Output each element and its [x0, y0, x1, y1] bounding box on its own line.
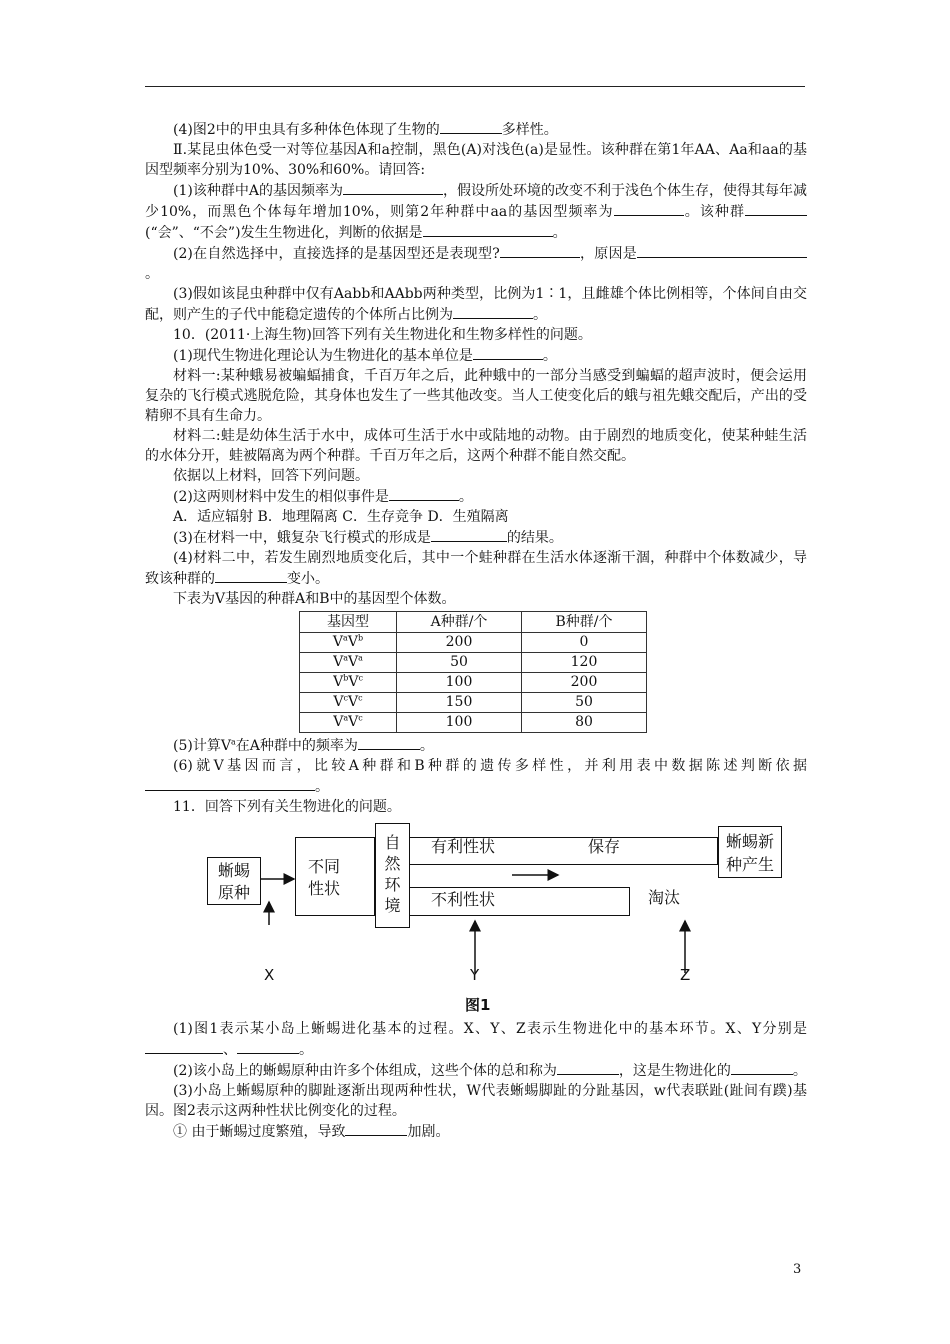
genotype-cell: $V^aV^a$ — [300, 653, 397, 673]
q10-options: A．适应辐射 B．地理隔离 C．生存竞争 D．生殖隔离 — [173, 509, 509, 525]
answer-blank[interactable] — [145, 1039, 223, 1054]
genotype-cell: $V^bV^c$ — [300, 673, 397, 693]
q10-material-2: 材料二:蛙是幼体生活于水中，成体可生活于水中或陆地的动物。由于剧烈的地质变化，使某种蛙生活的水体分开，蛙被隔离为两个种群。千百万年之后，这两个种群不能自然交配。 — [145, 428, 807, 464]
q10-q2: (2)这两则材料中发生的相似事件是 。 — [145, 486, 807, 507]
q10-q3: (3)在材料一中，蛾复杂飞行模式的形成是 的结果。 — [145, 527, 807, 548]
pop-a-cell: 100 — [397, 673, 522, 693]
table-row — [300, 713, 647, 733]
answer-blank[interactable] — [473, 345, 543, 360]
part1-q4: (4)图2中的甲虫具有多种体色体现了生物的 多样性。 — [145, 119, 807, 140]
new-species-box: 蜥蜴新 种产生 — [718, 826, 782, 878]
q11-q2: (2)该小岛上的蜥蜴原种由许多个体组成，这些个体的总和称为 ，这是生物进化的 。 — [145, 1060, 807, 1081]
pop-a-cell: 50 — [397, 653, 522, 673]
pop-b-cell: 0 — [522, 633, 647, 653]
genotype-cell: $V^aV^c$ — [300, 713, 397, 733]
genotype-cell: $V^cV^c$ — [300, 693, 397, 713]
figure-1-caption: 图1 — [465, 996, 491, 1014]
answer-blank[interactable] — [343, 180, 443, 195]
answer-blank[interactable] — [431, 527, 507, 542]
answer-blank[interactable] — [745, 201, 807, 216]
answer-blank[interactable] — [557, 1060, 619, 1075]
figure-1-caption-row — [145, 993, 807, 1019]
q10-q6: (6)就V基因而言，比较A种群和B种群的遗传多样性，并利用表中数据陈述判断依据。 — [145, 756, 807, 797]
preserve-label: 保存 — [588, 837, 621, 856]
answer-blank[interactable] — [423, 222, 553, 237]
q10-table-intro: 下表为V基因的种群A和B中的基因型个体数。 — [173, 591, 456, 607]
page-content — [145, 119, 807, 1142]
answer-blank[interactable] — [614, 201, 684, 216]
q11-title: 11．回答下列有关生物进化的问题。 — [173, 799, 401, 815]
figure-1 — [145, 823, 807, 993]
answer-blank[interactable] — [358, 735, 420, 750]
x-label: X — [264, 966, 275, 984]
table-row — [300, 633, 647, 653]
answer-blank[interactable] — [389, 486, 459, 501]
answer-blank[interactable] — [440, 119, 502, 134]
favorable-trait-label: 有利性状 — [431, 837, 496, 856]
q10-q1: (1)现代生物进化理论认为生物进化的基本单位是 。 — [145, 345, 807, 366]
table-header: A种群/个 — [397, 612, 522, 633]
pop-b-cell: 80 — [522, 713, 647, 733]
answer-blank[interactable] — [637, 243, 807, 258]
table-row — [300, 693, 647, 713]
q10-q5: (5)计算$V^a$在A种群中的频率为 。 — [145, 735, 807, 756]
header-rule — [145, 86, 805, 87]
pop-a-cell: 200 — [397, 633, 522, 653]
y-label: Y — [470, 966, 480, 984]
genotype-table — [299, 611, 647, 733]
answer-blank[interactable] — [145, 776, 315, 791]
q11-q3: (3)小岛上蜥蜴原种的脚趾逐渐出现两种性状，W代表蜥蜴脚趾的分趾基因，w代表联趾(趾间有蹼)基因。图2表示这两种性状比例变化的过程。 — [145, 1083, 807, 1119]
unfavorable-trait-label: 不利性状 — [431, 890, 496, 909]
eliminate-label: 淘汰 — [648, 888, 681, 907]
q10-q4: (4)材料二中，若发生剧烈地质变化后，其中一个蛙种群在生活水体逐渐干涸，种群中个体数减少，导致该种群的 变小。 — [145, 550, 807, 587]
q10-material-1: 材料一:某种蛾易被蝙蝠捕食，千百万年之后，此种蛾中的一部分当感受到蝙蝠的超声波时，便会运用复杂的飞行模式逃脱危险，其身体也发生了一些其他改变。当人工使变化后的蛾与祖先蛾交配后，产出的受精卵不具有生命力。 — [145, 368, 807, 424]
z-label: Z — [680, 966, 691, 984]
environment-box: 自 然 环 境 — [375, 823, 410, 928]
traits-box: 不同 性状 — [295, 837, 375, 916]
table-header: B种群/个 — [522, 612, 647, 633]
answer-blank[interactable] — [237, 1039, 299, 1054]
table-header: 基因型 — [300, 612, 397, 633]
table-header-row — [300, 612, 647, 633]
q11-q3-1: ① 由于蜥蜴过度繁殖，导致 加剧。 — [145, 1121, 807, 1142]
part1-q2: (2)在自然选择中，直接选择的是基因型还是表现型? ，原因是。 — [145, 243, 807, 284]
q10-lead: 依据以上材料，回答下列问题。 — [173, 468, 369, 484]
q11-q1: (1)图1表示某小岛上蜥蜴进化基本的过程。X、Y、Z表示生物进化中的基本环节。X、Y分别是、 。 — [145, 1019, 807, 1060]
pop-a-cell: 150 — [397, 693, 522, 713]
table-row — [300, 673, 647, 693]
answer-blank[interactable] — [345, 1121, 407, 1136]
pop-b-cell: 50 — [522, 693, 647, 713]
page-number: 3 — [793, 1262, 802, 1277]
part1-q3: (3)假如该昆虫种群中仅有Aabb和AAbb两种类型，比例为1∶1，且雌雄个体比例相等，个体间自由交配，则产生的子代中能稳定遗传的个体所占比例为 。 — [145, 286, 807, 323]
answer-blank[interactable] — [215, 568, 287, 583]
pop-a-cell: 100 — [397, 713, 522, 733]
genotype-cell: $V^aV^b$ — [300, 633, 397, 653]
answer-blank[interactable] — [453, 304, 533, 319]
origin-species-box: 蜥蜴 原种 — [207, 857, 261, 905]
table-row — [300, 653, 647, 673]
pop-b-cell: 120 — [522, 653, 647, 673]
answer-blank[interactable] — [500, 243, 580, 258]
answer-blank[interactable] — [731, 1060, 793, 1075]
q10-title: 10．(2011·上海生物)回答下列有关生物进化和生物多样性的问题。 — [173, 327, 592, 343]
part1-intro: Ⅱ.某昆虫体色受一对等位基因A和a控制，黑色(A)对浅色(a)是显性。该种群在第1年AA、Aa和aa的基因型频率分别为10%、30%和60%。请回答: — [145, 142, 807, 178]
part1-q1: (1)该种群中A的基因频率为 ，假设所处环境的改变不利于浅色个体生存，使得其每年减少10%，而黑色个体每年增加10%，则第2年种群中aa的基因型频率为 。该种群(“会”、“不会”)发生生物进化，判断的依据是 。 — [145, 180, 807, 243]
pop-b-cell: 200 — [522, 673, 647, 693]
